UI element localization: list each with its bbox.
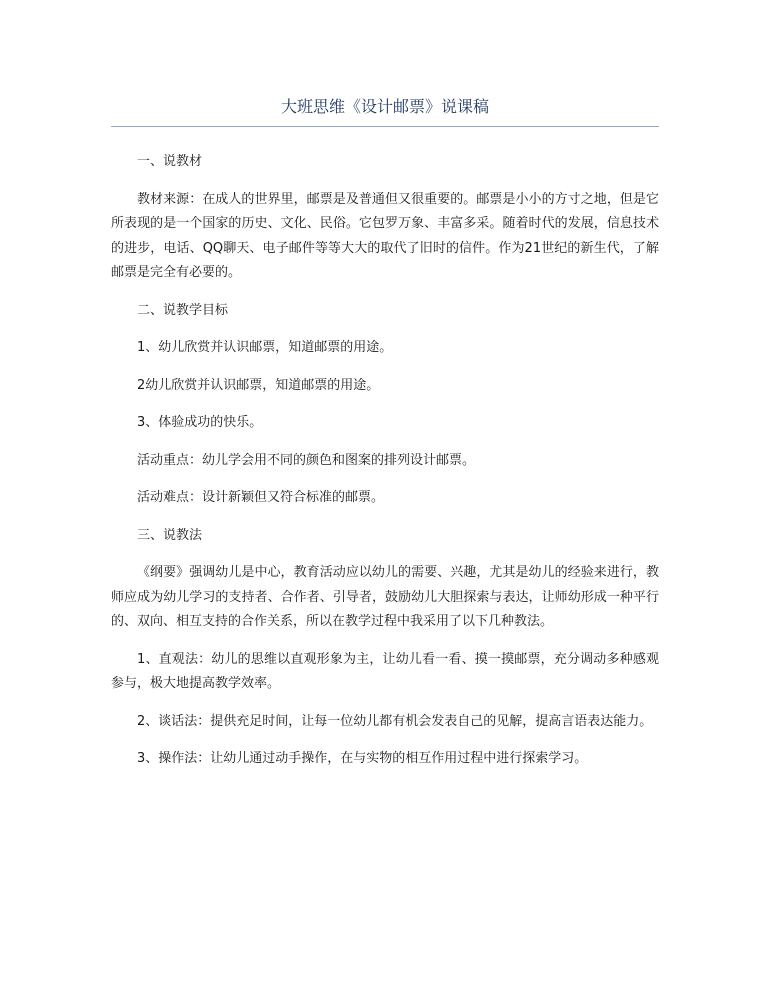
goal-item-1: 1、幼儿欣赏并认识邮票，知道邮票的用途。 (137, 340, 393, 355)
method-item-2: 2、谈话法：提供充足时间，让每一位幼儿都有机会发表自己的见解，提高言语表达能力。 (137, 713, 653, 729)
section-heading-2: 二、说教学目标 (137, 302, 229, 318)
activity-difficulty: 活动难点：设计新颖但又符合标准的邮票。 (137, 490, 385, 505)
goal-item-3: 3、体验成功的快乐。 (137, 415, 263, 430)
document-title: 大班思维《设计邮票》说课稿 (280, 97, 489, 116)
title-underline (111, 126, 659, 127)
paragraph-material-source: 教材来源：在成人的世界里，邮票是及普通但又很重要的。邮票是小小的方寸之地，但是它所表现的是一个国家的历史、文化、民俗。它包罗万象、丰富多采。随着时代的发展，信息技术的进步，电话、QQ聊天、电子邮件等等大大的取代了旧时的信件。作为21世纪的新生代，了解邮票是完全有必要的。 (111, 191, 659, 280)
method-item-1: 1、直观法：幼儿的思维以直观形象为主，让幼儿看一看、摸一摸邮票，充分调动多种感观参与，极大地提高教学效率。 (111, 651, 659, 691)
activity-focus: 活动重点：幼儿学会用不同的颜色和图案的排列设计邮票。 (137, 452, 476, 468)
goal-item-2: 2幼儿欣赏并认识邮票，知道邮票的用途。 (137, 377, 380, 393)
section-heading-3: 三、说教法 (137, 527, 203, 543)
section-heading-1: 一、说教材 (137, 154, 203, 169)
document-body (111, 150, 659, 785)
paragraph-guidelines: 《纲要》强调幼儿是中心，教育活动应以幼儿的需要、兴趣，尤其是幼儿的经验来进行，教师应成为幼儿学习的支持者、合作者、引导者，鼓励幼儿大胆探索与表达，让师幼形成一种平行的、双向、相互支持的合作关系，所以在教学过程中我采用了以下几种教法。 (111, 565, 659, 629)
method-item-3: 3、操作法：让幼儿通过动手操作，在与实物的相互作用过程中进行探索学习。 (137, 751, 588, 766)
